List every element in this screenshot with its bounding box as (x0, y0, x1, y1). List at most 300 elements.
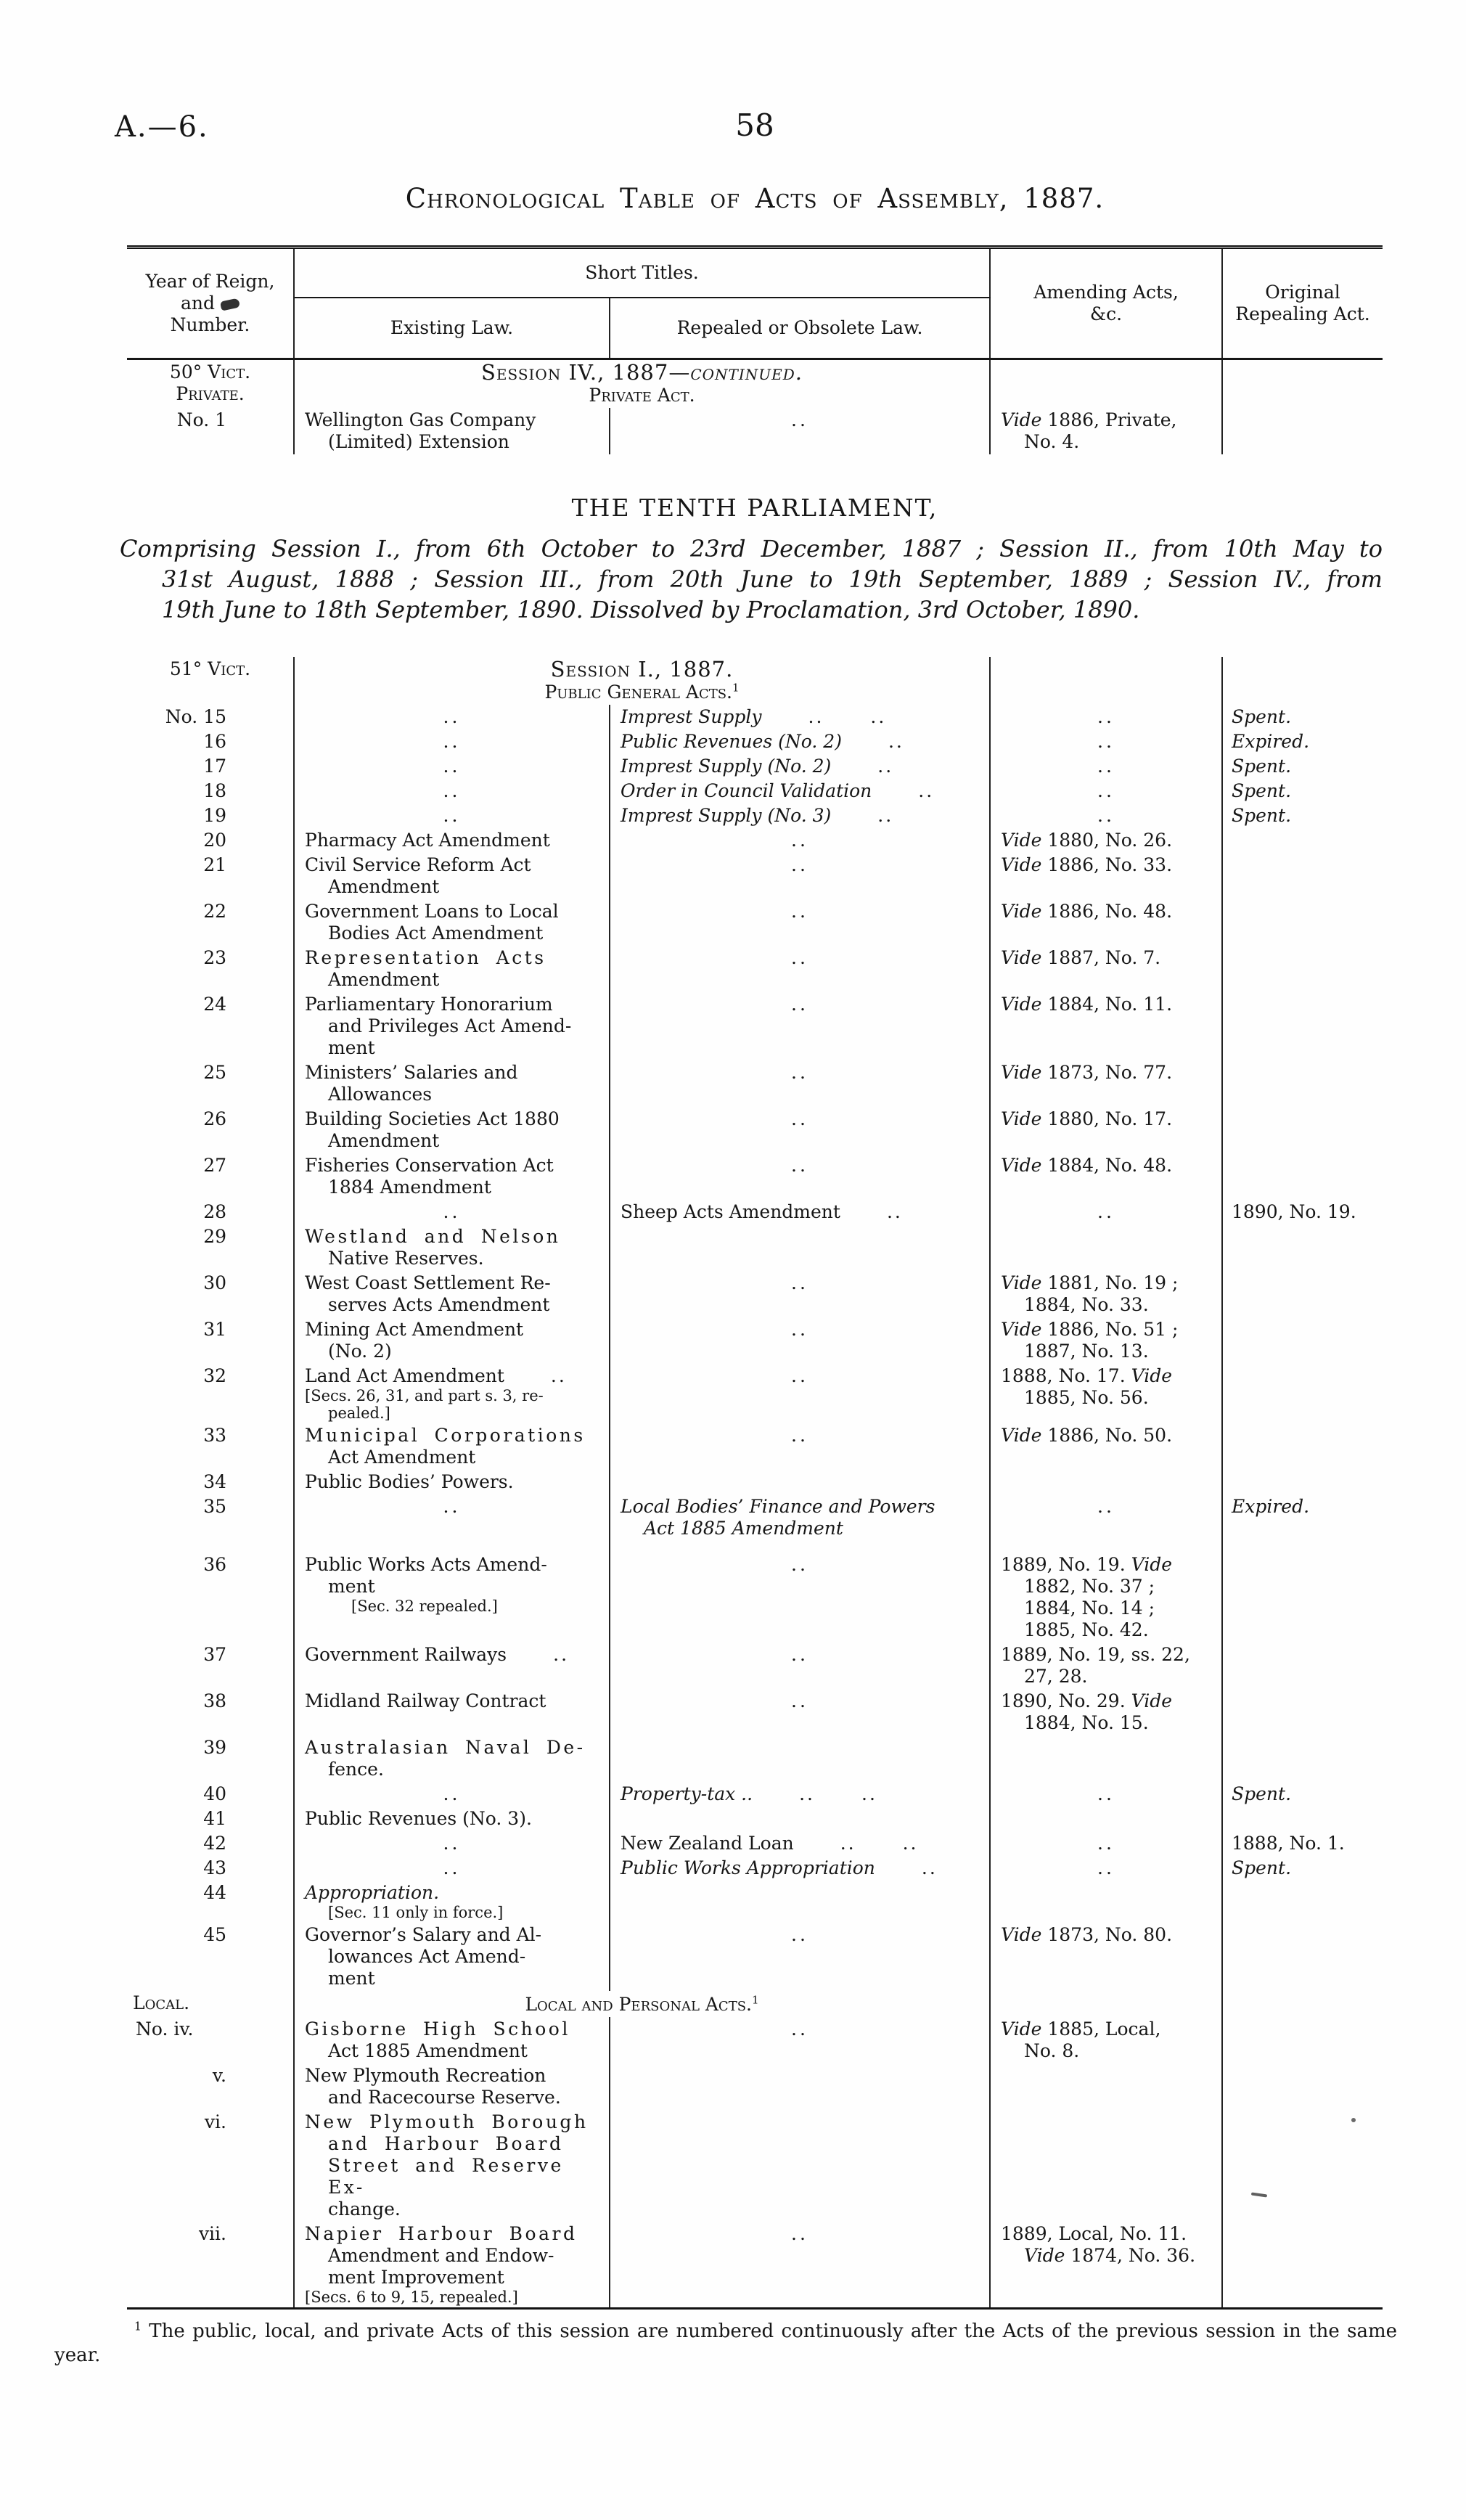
text-line: 1885, No. 56. (1024, 1387, 1149, 1408)
repealed-law-cell (610, 1881, 990, 1923)
parliament-heading: THE TENTH PARLIAMENT, (571, 494, 938, 522)
act-number: 35 (203, 1496, 226, 1517)
act-number-cell (127, 1856, 294, 1881)
repealing-act-cell (1222, 705, 1383, 729)
text-line: [Secs. 26, 31, and part s. 3, re- (305, 1387, 544, 1404)
table-row (127, 1060, 1383, 1107)
ditto-dots: .. (791, 1644, 808, 1665)
text-line: change. (328, 2198, 401, 2220)
amending-acts-cell (990, 1642, 1222, 1689)
act-number-cell (127, 1364, 294, 1423)
document-title: Chronological Table of Acts of Assembly, 1887. (405, 183, 1105, 214)
repealing-act-cell (1222, 754, 1383, 779)
amending-acts-cell (990, 1107, 1222, 1153)
act-number-cell (127, 1642, 294, 1689)
repealing-act-cell (1222, 828, 1383, 853)
header-original-repealing: Original Repealing Act. (1222, 248, 1383, 359)
text-line: New Plymouth Borough (305, 2111, 589, 2132)
act-number-cell (127, 1735, 294, 1782)
act-number-cell (127, 1494, 294, 1541)
act-number: 44 (203, 1882, 226, 1903)
ditto-dots: .. (791, 1155, 808, 1176)
repealed-law-cell (610, 1494, 990, 1541)
ditto-dots: .. (791, 994, 808, 1015)
act-number-cell (127, 1470, 294, 1494)
text-line: Civil Service Reform Act (305, 854, 531, 875)
existing-law-cell (294, 1364, 610, 1423)
amending-acts-cell (990, 1807, 1222, 1831)
repealed-law-cell (610, 1689, 990, 1735)
repealed-law-cell (610, 853, 990, 899)
leader-dots: .. (840, 1833, 856, 1854)
repealed-law-cell (610, 1107, 990, 1153)
repealed-law-cell (610, 729, 990, 754)
text-line: New Plymouth Recreation (305, 2065, 546, 2086)
text-line: Fisheries Conservation Act (305, 1155, 554, 1176)
text-line: 1884, No. 14 ; (1024, 1598, 1155, 1619)
amending-acts-cell (990, 1271, 1222, 1317)
leader-dots: .. (921, 1857, 938, 1878)
amending-acts-cell: Vide 1886, Private, No. 4. (990, 408, 1222, 454)
text-line: Vide 1887, No. 7. (1001, 947, 1161, 968)
session-header-row (127, 1991, 1383, 2017)
reign-label: 51° Vict. (169, 658, 251, 679)
existing-law-cell (294, 1494, 610, 1541)
act-number: 24 (203, 994, 226, 1015)
act-number: 40 (203, 1783, 226, 1804)
text-line: 27, 28. (1024, 1666, 1088, 1687)
header-existing-law: Existing Law. (294, 298, 610, 359)
text-line: ment (328, 1037, 375, 1058)
text-line: pealed.] (328, 1404, 390, 1422)
table-row (127, 1423, 1383, 1470)
table-row (127, 1831, 1383, 1856)
leader-dots: .. (888, 731, 904, 752)
amending-acts-cell (990, 1881, 1222, 1923)
header-repealed-law: Repealed or Obsolete Law. (610, 298, 990, 359)
repealed-law-cell (610, 899, 990, 946)
repealed-law-cell (610, 1856, 990, 1881)
repealed-law-cell (610, 1923, 990, 1991)
text-line: Public Revenues (No. 3). (305, 1808, 532, 1829)
act-number: No. 15 (165, 706, 226, 727)
repealed-law-cell (610, 2110, 990, 2222)
text-line: 1888, No. 1. (1232, 1833, 1345, 1854)
ditto-dots: .. (791, 1108, 808, 1129)
text-line: Vide 1881, No. 19 ; (1001, 1272, 1179, 1293)
existing-law-cell (294, 729, 610, 754)
act-number-cell (127, 1200, 294, 1224)
page-number: 58 (735, 107, 774, 143)
existing-law-cell (294, 779, 610, 803)
table-row (127, 1782, 1383, 1807)
act-number-cell (127, 1782, 294, 1807)
text-line: Amendment and Endow- (328, 2245, 554, 2266)
table-row (127, 1856, 1383, 1881)
session-subheading: Public General Acts.$^1$ (544, 681, 740, 703)
text-line: Vide 1886, No. 51 ; (1001, 1319, 1179, 1340)
existing-law-cell (294, 1782, 610, 1807)
repealed-law-cell (610, 1317, 990, 1364)
act-number: vi. (204, 2111, 226, 2132)
text-line: Building Societies Act 1880 (305, 1108, 560, 1129)
document-reference: A.—6. (115, 110, 209, 144)
session-heading-cell (294, 359, 990, 409)
text-line: Act 1885 Amendment (328, 2040, 528, 2061)
amending-acts-cell (990, 2063, 1222, 2110)
existing-law-cell (294, 899, 610, 946)
act-number: 42 (203, 1833, 226, 1854)
act-number: 43 (203, 1857, 226, 1878)
existing-law-cell (294, 1224, 610, 1271)
amending-acts-cell (990, 1423, 1222, 1470)
amending-acts-cell (990, 1364, 1222, 1423)
act-number: 18 (203, 780, 226, 801)
amending-acts-cell (990, 705, 1222, 729)
act-number: 22 (203, 901, 226, 922)
ditto-dots: .. (791, 409, 808, 430)
act-number-cell (127, 1107, 294, 1153)
repealing-act-cell (1222, 1224, 1383, 1271)
amending-acts-cell (990, 1923, 1222, 1991)
amending-acts-cell (990, 1831, 1222, 1856)
act-number: 38 (203, 1690, 226, 1711)
ditto-dots: .. (1097, 1783, 1115, 1804)
table-row (127, 992, 1383, 1060)
ditto-dots: .. (791, 1924, 808, 1945)
text-line: Property-tax .. .. .. (621, 1783, 877, 1804)
act-number: 25 (203, 1062, 226, 1083)
leader-dots: .. (877, 756, 894, 777)
ditto-dots: .. (443, 1496, 461, 1517)
leader-dots: .. (886, 1201, 903, 1222)
text-line: Representation Acts (305, 947, 546, 968)
repealing-act-cell (1222, 803, 1383, 828)
ditto-dots: .. (791, 2223, 808, 2244)
footnote-text: The public, local, and private Acts of this session are numbered continuously after the Acts of the previous session in the same year. (54, 2320, 1397, 2366)
repealing-act-cell (1222, 1470, 1383, 1494)
ditto-dots: .. (443, 805, 461, 826)
repealing-act-cell (1222, 2222, 1383, 2309)
repealing-act-cell (1222, 408, 1383, 454)
ditto-dots: .. (1097, 706, 1115, 727)
text-line: (No. 2) (328, 1341, 392, 1362)
text-line: Napier Harbour Board (305, 2223, 578, 2244)
repealing-act-cell (1222, 1060, 1383, 1107)
text-line: Street and Reserve Ex- (328, 2155, 564, 2198)
text-line: Spent. (1232, 780, 1292, 801)
act-number: 17 (203, 756, 226, 777)
text-line: Imprest Supply .. .. (621, 706, 887, 727)
act-number-cell (127, 803, 294, 828)
repealing-act-cell (1222, 853, 1383, 899)
existing-law-cell (294, 1831, 610, 1856)
text-line: Spent. (1232, 1857, 1292, 1878)
text-line: 1890, No. 29. Vide (1001, 1690, 1173, 1711)
text-line: lowances Act Amend- (328, 1946, 526, 1967)
repealed-law-cell (610, 1541, 990, 1642)
act-number: 27 (203, 1155, 226, 1176)
session-heading: Session I., 1887. (550, 657, 734, 682)
ditto-dots: .. (1097, 805, 1115, 826)
table-row (127, 779, 1383, 803)
text-line: 1887, No. 13. (1024, 1341, 1149, 1362)
repealed-law-cell (610, 1271, 990, 1317)
text-line: 1889, No. 19, ss. 22, (1001, 1644, 1190, 1665)
repealing-act-cell (1222, 2063, 1383, 2110)
ditto-dots: .. (791, 1690, 808, 1711)
ditto-dots: .. (443, 1833, 461, 1854)
repealing-act-cell (1222, 1856, 1383, 1881)
repealed-law-cell (610, 408, 990, 454)
act-number: 23 (203, 947, 226, 968)
ditto-dots: .. (791, 1554, 808, 1575)
amending-acts-cell (990, 1494, 1222, 1541)
table-row (127, 1364, 1383, 1423)
repealed-law-cell (610, 1200, 990, 1224)
act-number-cell (127, 705, 294, 729)
act-number-cell (127, 946, 294, 992)
act-number-cell (127, 992, 294, 1060)
text-line: Expired. (1232, 731, 1310, 752)
leader-dots: .. (808, 706, 824, 727)
repealing-act-cell (1222, 1881, 1383, 1923)
existing-law-cell (294, 1060, 610, 1107)
act-number: 28 (203, 1201, 226, 1222)
amending-acts-cell (990, 657, 1222, 705)
text-line: Expired. (1232, 1496, 1310, 1517)
text-line: Native Reserves. (328, 1248, 484, 1269)
act-number: 20 (203, 830, 226, 851)
table-row (127, 899, 1383, 946)
act-number-cell (127, 754, 294, 779)
existing-law-cell (294, 1923, 610, 1991)
table-row (127, 1271, 1383, 1317)
leader-dots: .. (550, 1365, 567, 1386)
repealing-act-cell (1222, 657, 1383, 705)
amending-acts-cell (990, 853, 1222, 899)
act-number-cell (127, 1881, 294, 1923)
text-line: 1884, No. 33. (1024, 1294, 1149, 1315)
repealing-act-cell (1222, 899, 1383, 946)
act-number: 19 (203, 805, 226, 826)
amending-acts-cell (990, 1991, 1222, 2017)
text-line: [Sec. 11 only in force.] (328, 1904, 504, 1921)
category-label: Private. (176, 383, 245, 404)
repealing-act-cell (1222, 1735, 1383, 1782)
act-number-cell (127, 779, 294, 803)
repealing-act-cell (1222, 1107, 1383, 1153)
repealing-act-cell (1222, 1153, 1383, 1200)
existing-law-cell (294, 1689, 610, 1735)
act-number-cell (127, 1060, 294, 1107)
existing-law-cell (294, 2110, 610, 2222)
act-number: 41 (203, 1808, 226, 1829)
text-line: fence. (328, 1759, 384, 1780)
ditto-dots: .. (1097, 1857, 1115, 1878)
text-line: Government Loans to Local (305, 901, 559, 922)
existing-law-cell (294, 853, 610, 899)
text-line: Public Works Acts Amend- (305, 1554, 547, 1575)
text-line: serves Acts Amendment (328, 1294, 550, 1315)
amending-acts-cell (990, 992, 1222, 1060)
ditto-dots: .. (1097, 1496, 1115, 1517)
leader-dots: .. (861, 1783, 877, 1804)
existing-law-cell (294, 828, 610, 853)
text-line: New Zealand Loan .. .. (621, 1833, 919, 1854)
act-number-cell (127, 1831, 294, 1856)
reign-label: Local. (133, 1992, 190, 2013)
repealed-law-cell (610, 754, 990, 779)
act-number: 45 (203, 1924, 226, 1945)
act-number-cell (127, 2222, 294, 2309)
text-line: Gisborne High School (305, 2018, 570, 2040)
repealed-law-cell (610, 828, 990, 853)
text-line: Vide 1880, No. 26. (1001, 830, 1173, 851)
text-line: Amendment (328, 876, 440, 897)
existing-law-cell (294, 1470, 610, 1494)
existing-law-cell (294, 992, 610, 1060)
act-number-cell (127, 1689, 294, 1735)
table-row (127, 754, 1383, 779)
text-line: 1888, No. 17. Vide (1001, 1365, 1173, 1386)
repealed-law-cell (610, 1423, 990, 1470)
existing-law-cell (294, 2222, 610, 2309)
existing-law-cell (294, 1153, 610, 1200)
table-row (127, 2222, 1383, 2309)
amending-acts-cell (990, 1735, 1222, 1782)
text-line: ment (328, 1968, 375, 1989)
leader-dots: .. (799, 1783, 815, 1804)
act-number-cell (127, 1541, 294, 1642)
repealed-law-cell (610, 1364, 990, 1423)
reign-cell (127, 1991, 294, 2017)
existing-law-cell (294, 803, 610, 828)
act-number-cell (127, 408, 294, 454)
repealed-law-cell (610, 803, 990, 828)
table-row (127, 1642, 1383, 1689)
text-line: Vide 1884, No. 48. (1001, 1155, 1173, 1176)
text-line: Vide 1873, No. 77. (1001, 1062, 1173, 1083)
act-number: No. 1 (176, 409, 226, 430)
repealing-act-cell (1222, 992, 1383, 1060)
ditto-dots: .. (443, 780, 461, 801)
text-line: 1890, No. 19. (1232, 1201, 1356, 1222)
text-line: 1889, No. 19. Vide (1001, 1554, 1173, 1575)
text-line: Appropriation. (305, 1882, 440, 1903)
act-number: 29 (203, 1226, 226, 1247)
repealed-law-cell (610, 779, 990, 803)
repealed-law-cell (610, 1642, 990, 1689)
text-line: Australasian Naval De- (305, 1737, 586, 1758)
existing-law-cell (294, 946, 610, 992)
repealed-law-cell (610, 1153, 990, 1200)
text-line: Ministers’ Salaries and (305, 1062, 518, 1083)
page-content (0, 245, 1466, 2368)
ditto-dots: .. (791, 901, 808, 922)
text-line: Land Act Amendment .. (305, 1365, 567, 1386)
ditto-dots: .. (791, 1272, 808, 1293)
table-row (127, 1923, 1383, 1991)
act-row (127, 408, 1383, 454)
existing-law-cell (294, 1107, 610, 1153)
existing-law-cell (294, 754, 610, 779)
table-row (127, 1200, 1383, 1224)
existing-law-cell (294, 1423, 610, 1470)
footnote (54, 2320, 1397, 2368)
acts-table-top (127, 245, 1383, 454)
table-row (127, 853, 1383, 899)
table-row (127, 1541, 1383, 1642)
act-number: 36 (203, 1554, 226, 1575)
repealing-act-cell (1222, 1200, 1383, 1224)
act-number-cell (127, 1224, 294, 1271)
act-number-cell (127, 2110, 294, 2222)
repealing-act-cell (1222, 1271, 1383, 1317)
text-line: ment (328, 1576, 375, 1597)
repealed-law-cell (610, 2017, 990, 2063)
parliament-paragraph: Comprising Session I., from 6th October to 23rd December, 1887 ; Session II., from 10th May to 31st August, 1888 ; Session III., from 20th June to 19th September, 1889 ; Session IV., from 19th June to 18th September, 1890. Dissolved by Proclamation, 3rd October, 1890. (120, 535, 1383, 623)
text-line: Vide 1885, Local, (1001, 2018, 1161, 2040)
repealing-act-cell (1222, 1494, 1383, 1541)
text-line: Spent. (1232, 756, 1292, 777)
ditto-dots: .. (443, 756, 461, 777)
existing-law-cell (294, 1856, 610, 1881)
amending-acts-cell (990, 2222, 1222, 2309)
leader-dots: .. (902, 1833, 919, 1854)
act-number: v. (212, 2065, 226, 2086)
text-line: and Racecourse Reserve. (328, 2087, 561, 2108)
text-line: Vide 1873, No. 80. (1001, 1924, 1173, 1945)
repealing-act-cell (1222, 2017, 1383, 2063)
amending-acts-cell (990, 2110, 1222, 2222)
text-line: Act Amendment (328, 1447, 476, 1468)
repealing-act-cell (1222, 1689, 1383, 1735)
repealing-act-cell (1222, 1317, 1383, 1364)
existing-law-cell (294, 705, 610, 729)
act-number-cell (127, 828, 294, 853)
session-subheading: Private Act. (589, 385, 695, 406)
session-heading-cell (294, 657, 990, 705)
ditto-dots: .. (791, 1425, 808, 1446)
text-line: Sheep Acts Amendment .. (621, 1201, 903, 1222)
ditto-dots: .. (791, 1319, 808, 1340)
scan-artifact (1351, 2118, 1356, 2122)
ditto-dots: .. (791, 1365, 808, 1386)
existing-law-cell (294, 1541, 610, 1642)
act-number-cell (127, 2063, 294, 2110)
repealing-act-cell (1222, 1642, 1383, 1689)
act-number: 21 (203, 854, 226, 875)
table-row (127, 803, 1383, 828)
text-line: Mining Act Amendment (305, 1319, 524, 1340)
existing-law-cell (294, 1881, 610, 1923)
text-line: Act 1885 Amendment (644, 1518, 843, 1539)
act-number: vii. (198, 2223, 226, 2244)
header-short-titles: Short Titles. (294, 248, 990, 298)
leader-dots: .. (918, 780, 935, 801)
repealing-act-cell (1222, 1782, 1383, 1807)
repealing-act-cell (1222, 729, 1383, 754)
ditto-dots: .. (1097, 780, 1115, 801)
act-number: 31 (203, 1319, 226, 1340)
repealed-law-cell (610, 1831, 990, 1856)
amending-acts-cell (990, 1224, 1222, 1271)
leader-dots: .. (877, 805, 894, 826)
act-number: 33 (203, 1425, 226, 1446)
ditto-dots: .. (791, 854, 808, 875)
repealing-act-cell (1222, 1831, 1383, 1856)
